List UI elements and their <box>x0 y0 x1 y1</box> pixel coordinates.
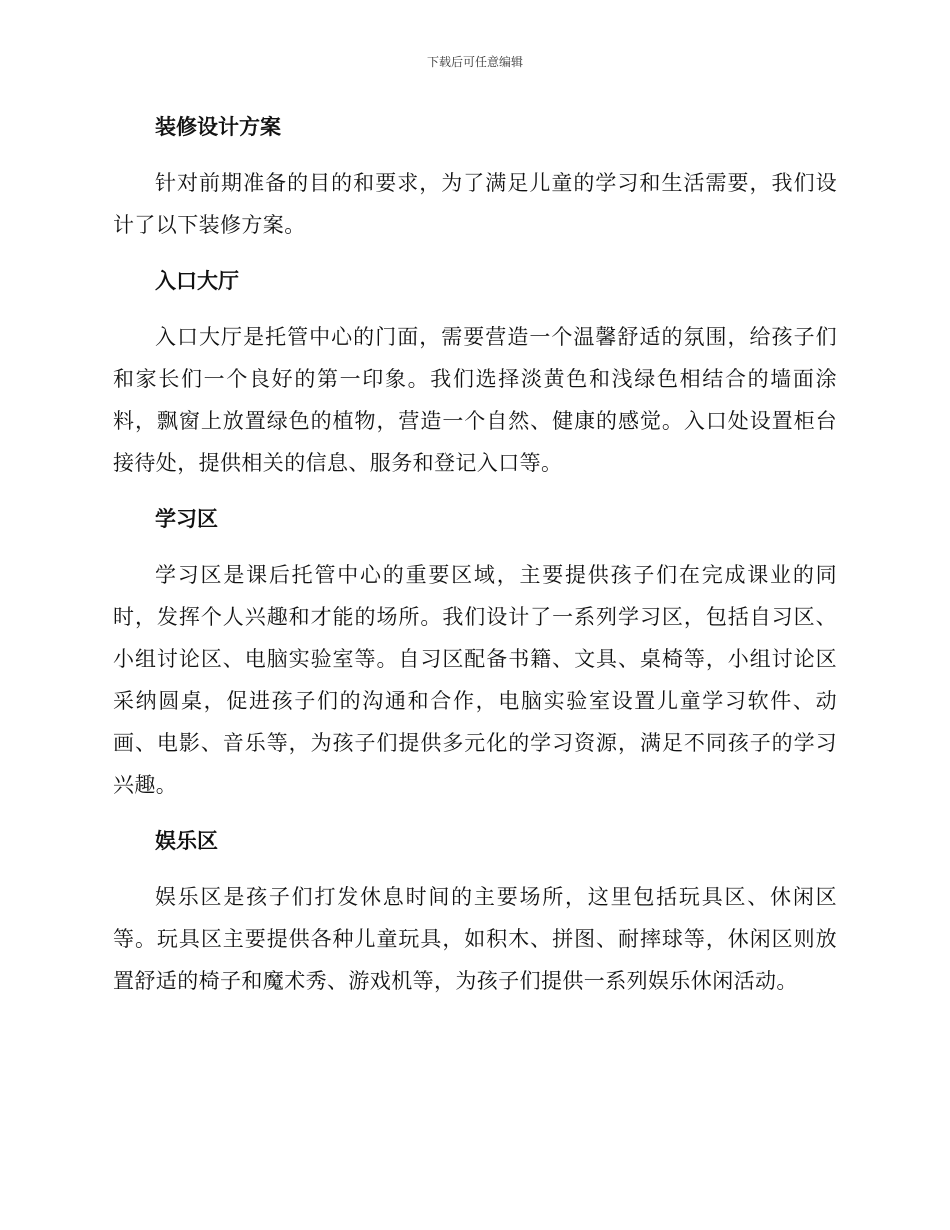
section-heading-entrance-hall: 入口大厅 <box>155 269 239 293</box>
section-heading-study-area: 学习区 <box>155 507 218 531</box>
section-paragraph-study-area: 学习区是课后托管中心的重要区域，主要提供孩子们在完成课业的同时，发挥个人兴趣和才能的场所。我们设计了一系列学习区，包括自习区、小组讨论区、电脑实验室等。自习区配备书籍、文具、桌椅等，小组讨论区采纳圆桌，促进孩子们的沟通和合作，电脑实验室设置儿童学习软件、动画、电影、音乐等，为孩子们提供多元化的学习资源，满足不同孩子的学习兴趣。 <box>113 563 837 797</box>
section-heading-entertainment-area: 娱乐区 <box>155 829 218 853</box>
section-paragraph-entrance-hall: 入口大厅是托管中心的门面，需要营造一个温馨舒适的氛围，给孩子们和家长们一个良好的第一印象。我们选择淡黄色和浅绿色相结合的墙面涂料，飘窗上放置绿色的植物，营造一个自然、健康的感觉。入口处设置柜台接待处，提供相关的信息、服务和登记入口等。 <box>113 325 837 475</box>
document-body <box>113 106 837 1016</box>
section-paragraph-design-plan: 针对前期准备的目的和要求，为了满足儿童的学习和生活需要，我们设计了以下装修方案。 <box>113 171 837 237</box>
section-paragraph-entertainment-area: 娱乐区是孩子们打发休息时间的主要场所，这里包括玩具区、休闲区等。玩具区主要提供各种儿童玩具，如积木、拼图、耐摔球等，休闲区则放置舒适的椅子和魔术秀、游戏机等，为孩子们提供一系列娱乐休闲活动。 <box>113 885 837 993</box>
page-header-note: 下载后可任意编辑 <box>426 55 523 69</box>
section-heading-design-plan: 装修设计方案 <box>155 115 281 139</box>
